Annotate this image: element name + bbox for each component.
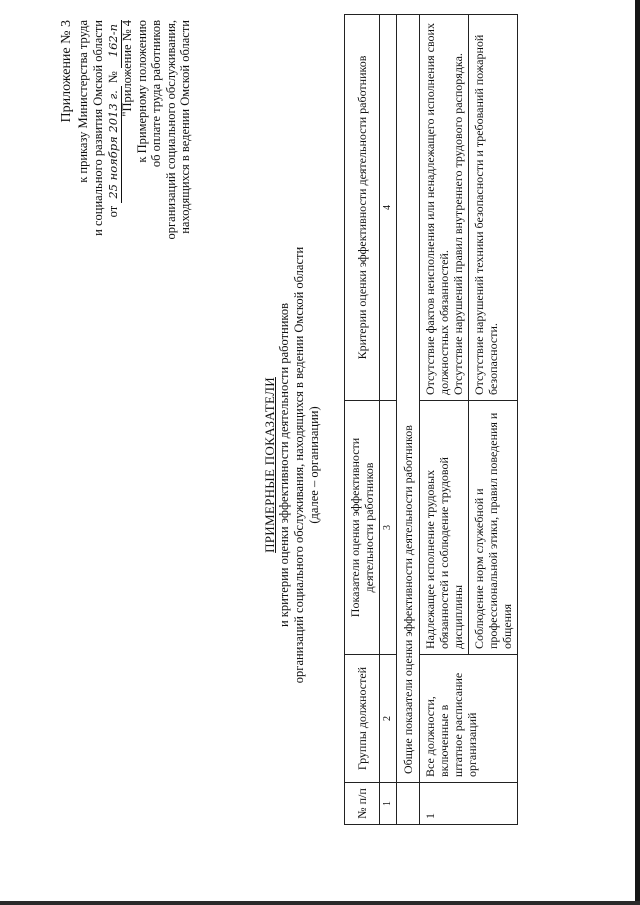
- row-indicator-1: Надлежащее исполнение трудовых обязанностей и соблюдение трудовой дисциплины: [420, 401, 469, 655]
- column-number-4: 4: [380, 15, 397, 401]
- title-main: ПРИМЕРНЫЕ ПОКАЗАТЕЛИ: [262, 377, 277, 553]
- table-header-row: [345, 15, 380, 825]
- criteria-1b-text: Отсутствие нарушений правил внутреннего трудового распорядка.: [451, 53, 465, 395]
- table-row: [420, 15, 469, 825]
- row-criteria-1: [420, 15, 469, 401]
- header-position-groups: Группы должностей: [345, 655, 380, 783]
- regulation-header: [120, 20, 193, 350]
- row-number: 1: [420, 783, 518, 825]
- order-line-2: и социального развития Омской области: [91, 20, 105, 236]
- regulation-line-1: к Примерному положению: [134, 20, 149, 163]
- appendix-3-label: Приложение № 3: [59, 20, 74, 123]
- appendix-4-label: "Приложение № 4: [120, 20, 134, 117]
- column-number-2: 2: [380, 655, 397, 783]
- row-group: Все должности, включенные в штатное расписание организаций: [420, 655, 518, 783]
- indicators-table: [344, 14, 518, 825]
- column-number-3: 3: [380, 401, 397, 655]
- column-number-row: [380, 15, 397, 825]
- document-title: [262, 115, 322, 815]
- regulation-line-2: об оплате труда работников: [149, 20, 163, 168]
- handwritten-number: 162-п: [106, 20, 122, 68]
- title-line-4: (далее – организации): [307, 406, 321, 524]
- handwritten-date: 25 ноября 2013 г.: [106, 86, 122, 202]
- section-spacer: [397, 783, 420, 825]
- title-line-3: организаций социального обслуживания, находящихся в ведении Омской области: [292, 246, 306, 684]
- header-indicators: Показатели оценки эффективности деятельности работников: [345, 401, 380, 655]
- section-title: Общие показатели оценки эффективности деятельности работников: [397, 15, 420, 783]
- date-prefix: от: [106, 205, 120, 218]
- number-prefix: №: [106, 71, 120, 84]
- column-number-1: 1: [380, 783, 397, 825]
- regulation-line-3: организаций социального обслуживания,: [163, 20, 178, 240]
- order-header: [58, 20, 122, 350]
- row-criteria-2: Отсутствие нарушений техники безопасности и требований пожарной безопасности.: [469, 15, 518, 401]
- criteria-1-text: Отсутствие фактов неисполнения или ненадлежащего исполнения своих должностных обязанностей.: [423, 23, 451, 395]
- header-number: № п/п: [345, 783, 380, 825]
- row-indicator-2: Соблюдение норм служебной и профессиональной этики, правил поведения и общения: [469, 401, 518, 655]
- regulation-line-4: находящихся в ведении Омской области: [178, 20, 192, 234]
- section-row: [397, 15, 420, 825]
- header-criteria: Критерии оценки эффективности деятельности работников: [345, 15, 380, 401]
- title-line-2: и критерии оценки эффективности деятельности работников: [277, 302, 291, 628]
- order-line-1: к приказу Министерства труда: [76, 20, 90, 183]
